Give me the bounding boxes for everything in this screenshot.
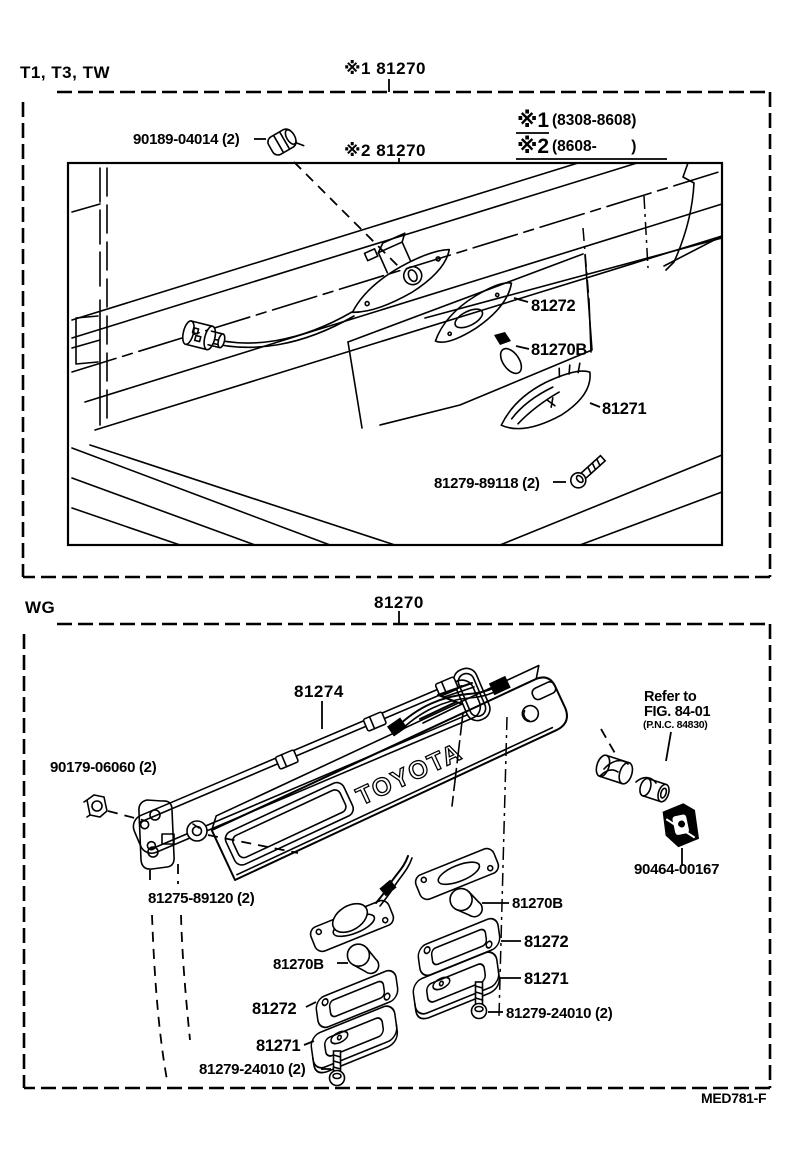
lamp-wire [205, 312, 352, 343]
refer-line1: Refer to [644, 689, 697, 705]
bulb-label-left: 81270B [273, 956, 324, 973]
housing-label-top: 81271 [602, 400, 647, 418]
clamp-icon [660, 801, 702, 849]
bar-clip-icon [275, 750, 298, 770]
top-variant-label: T1, T3, TW [20, 63, 110, 82]
bottom-variant-label: WG [25, 598, 56, 617]
note-range-1: (8308-8608) [552, 112, 637, 129]
tailgate-drawing [72, 163, 722, 545]
socket-connector-part [181, 320, 228, 353]
housing-label-left: 81271 [256, 1037, 301, 1055]
top-section [20, 59, 770, 577]
top-callout-81270: ※1 81270 [344, 59, 426, 78]
housing-part-left [310, 1003, 399, 1077]
screw-label-top: 81279-89118 (2) [434, 475, 540, 492]
bar-clip-icon [363, 712, 386, 732]
drawing-code: MED781-F [701, 1090, 767, 1106]
lens-label-top: 81272 [531, 297, 576, 315]
screw-icon-top [568, 453, 608, 491]
production-note [516, 109, 667, 159]
screw-label-left: 81279-24010 (2) [199, 1061, 306, 1078]
clamp-label: 90464-00167 [634, 861, 720, 878]
lamp-bracket-part [332, 219, 460, 318]
seated-bulb-part [328, 898, 373, 938]
inner-callout-81270: ※2 81270 [344, 141, 426, 160]
note-range-2: (8608- ) [552, 138, 637, 155]
lens-part-left [315, 968, 399, 1031]
refer-connector-part [594, 729, 671, 803]
refer-line2: FIG. 84-01 [644, 704, 711, 720]
clip-part-label: 90189-04014 (2) [133, 131, 240, 148]
bulb-icon-left [343, 940, 384, 979]
note-mark-1: ※1 [517, 109, 550, 132]
lens-label-right: 81272 [524, 933, 569, 951]
bulb-label-top: 81270B [531, 341, 587, 359]
housing-label-right: 81271 [524, 970, 569, 988]
bottom-section [24, 593, 770, 1088]
housing-part-right [412, 949, 501, 1023]
grommet-icon [187, 821, 207, 841]
clip-icon [266, 125, 304, 161]
garnish-part [207, 663, 572, 880]
bulb-icon-top [494, 332, 526, 377]
nut-icon [84, 795, 107, 817]
lens-part-right [417, 916, 501, 979]
refer-line3: (P.N.C. 84830) [643, 719, 708, 731]
lamp-hole [520, 703, 541, 724]
lamp-wire-bottom [376, 856, 412, 906]
top-dashed-border [23, 92, 770, 577]
screw-label-right: 81279-24010 (2) [506, 1005, 613, 1022]
bulb-label-right: 81270B [512, 895, 563, 912]
lens-label-left: 81272 [252, 1000, 297, 1018]
grommet-label: 81275-89120 (2) [148, 890, 255, 907]
bottom-callout-81270: 81270 [374, 593, 424, 612]
garnish-label: 81274 [294, 682, 344, 701]
note-mark-2: ※2 [517, 135, 550, 158]
nut-label: 90179-06060 (2) [50, 759, 157, 776]
brand-text: TOYOTA [352, 737, 468, 812]
